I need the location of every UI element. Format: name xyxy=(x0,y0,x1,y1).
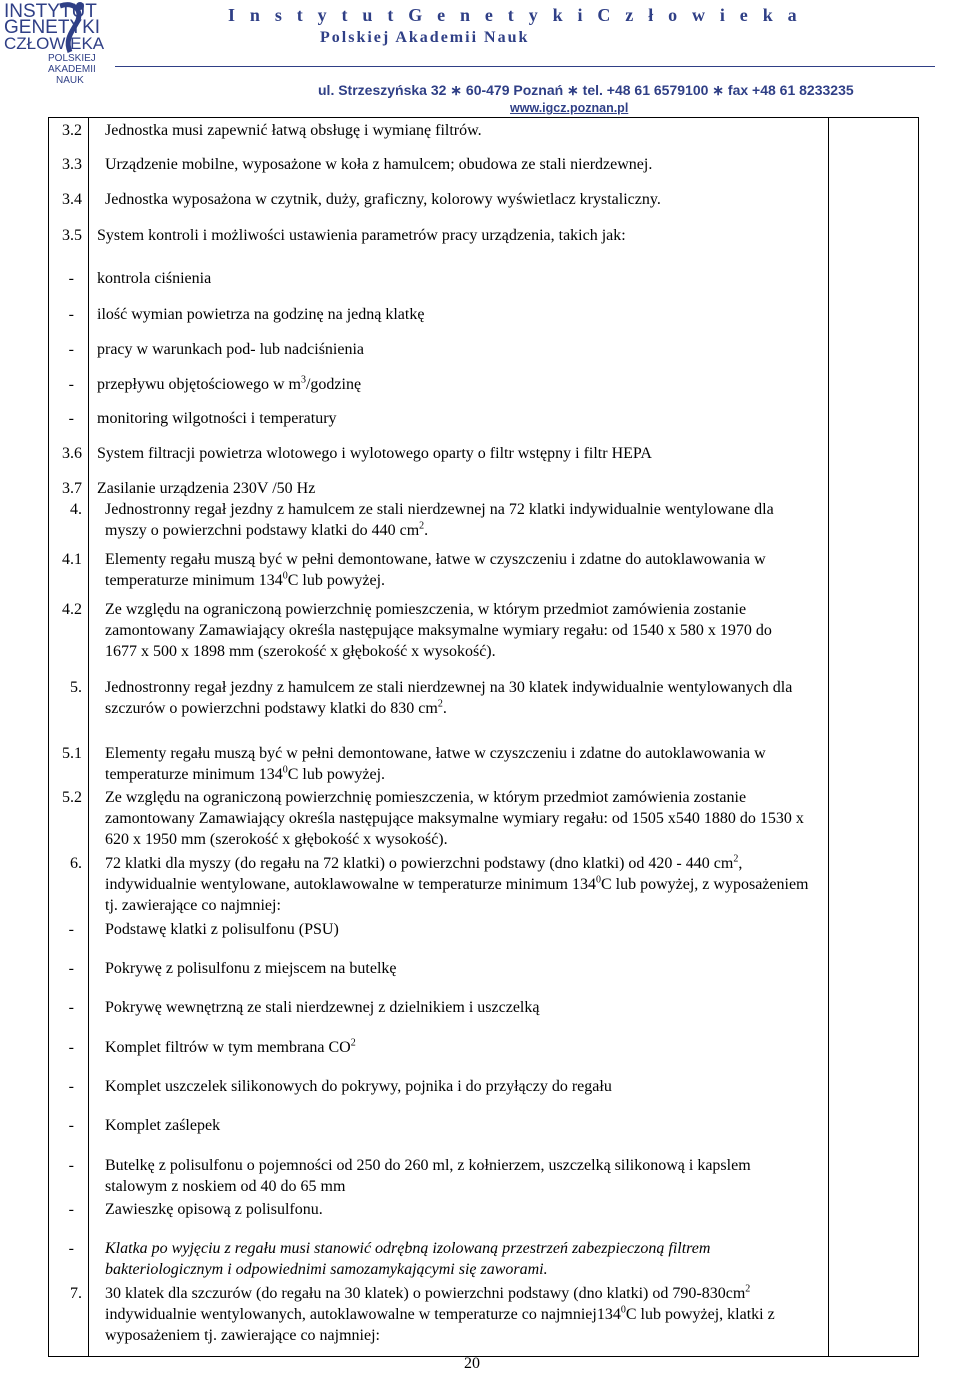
item-number: - xyxy=(68,1078,74,1095)
item-number: 3.7 xyxy=(62,480,82,497)
item-number: - xyxy=(68,1117,74,1134)
website-link[interactable]: www.igcz.poznan.pl xyxy=(510,101,629,115)
institute-logo xyxy=(0,0,105,95)
item-text-part: . xyxy=(442,700,447,717)
superscript: 0 xyxy=(282,764,288,776)
item-number: - xyxy=(68,1201,74,1218)
item-number: 7. xyxy=(70,1285,82,1302)
item-text-part: C lub powyżej, klatki z wyposażeniem tj. zawierające co najmniej: xyxy=(105,1306,775,1344)
institute-title: I n s t y t u t G e n e t y k i C z ł o w i e k a xyxy=(228,5,802,25)
item-text: pracy w warunkach pod- lub nadciśnienia xyxy=(97,341,365,358)
item-text: Komplet zaślepek xyxy=(105,1117,221,1134)
logo-line-3: CZŁOWIEKA xyxy=(4,34,105,53)
item-text-part: 72 klatki dla myszy (do regału na 72 klatki) o powierzchni podstawy (dno klatki) od 420 - 440 cm xyxy=(105,855,734,872)
item-number: - xyxy=(68,999,74,1016)
item-text xyxy=(105,743,795,785)
institute-subtitle: Polskiej Akademii Nauk xyxy=(320,29,530,46)
logo-line-2: GENETYKI xyxy=(4,17,101,38)
item-text-part: Elementy regału muszą być w pełni demontowane, łatwe w czyszczeniu i zdatne do autoklawowania w temperaturze minimum 134 xyxy=(105,745,766,783)
item-text: Urządzenie mobilne, wyposażone w koła z hamulcem; obudowa ze stali nierdzewnej. xyxy=(105,156,653,173)
item-text-part: . xyxy=(424,522,429,539)
item-number: - xyxy=(68,376,74,393)
logo-line-6: NAUK xyxy=(56,75,84,86)
item-text: Butelkę z polisulfonu o pojemności od 250 do 260 ml, z kołnierzem, uszczelką silikonową i kapslem stalowym z noskiem od 40 do 65 mm xyxy=(105,1157,751,1195)
item-text xyxy=(105,1037,820,1058)
logo-line-1: INSTYTUT xyxy=(4,1,97,22)
item-text: Ze względu na ograniczoną powierzchnię pomieszczenia, w którym przedmiot zamówienia zostanie zamontowany Zamawiający określa następujące maksymalne wymiary regału: od 1540 x 580 x 1970 do 1677 x 500 x 1898 mm (szerokość x głębokość x wysokość). xyxy=(105,601,772,660)
item-text-part: C lub powyżej. xyxy=(287,572,386,589)
table-col-divider-1 xyxy=(88,117,89,1357)
item-text-part: C lub powyżej, z wyposażeniem tj. zawierające co najmniej: xyxy=(105,876,809,914)
item-number: 3.2 xyxy=(62,122,82,139)
logo-line-5: AKADEMII xyxy=(48,64,96,75)
item-number: - xyxy=(68,1240,74,1257)
item-number: 3.4 xyxy=(62,191,82,208)
superscript: 2 xyxy=(437,698,443,710)
item-number: 3.3 xyxy=(62,156,82,173)
item-text: Pokrywę wewnętrzną ze stali nierdzewnej z dzielnikiem i uszczelką xyxy=(105,999,540,1016)
item-text-part: Elementy regału muszą być w pełni demontowane, łatwe w czyszczeniu i zdatne do autoklawowania w temperaturze minimum 134 xyxy=(105,551,766,589)
item-text: Podstawę klatki z polisulfonu (PSU) xyxy=(105,921,339,938)
item-text: Komplet uszczelek silikonowych do pokrywy, pojnika i do przyłączy do regału xyxy=(105,1078,612,1095)
item-text: Pokrywę z polisulfonu z miejscem na butelkę xyxy=(105,960,397,977)
table-row-rule xyxy=(48,117,918,118)
item-number: - xyxy=(68,1157,74,1174)
table-col-divider-2 xyxy=(828,117,829,1357)
item-text: kontrola ciśnienia xyxy=(97,270,212,287)
page-number: 20 xyxy=(464,1355,480,1372)
item-text xyxy=(105,549,795,591)
item-text-part: 30 klatek dla szczurów (do regału na 30 klatek) o powierzchni podstawy (dno klatki) od 790-830cm xyxy=(105,1285,746,1302)
item-number: - xyxy=(68,921,74,938)
table-border-right xyxy=(918,117,919,1357)
item-text: Zasilanie urządzenia 230V /50 Hz xyxy=(97,480,316,497)
item-text-part: Komplet filtrów w tym membrana CO xyxy=(105,1039,351,1056)
superscript: 3 xyxy=(300,374,306,386)
item-number: - xyxy=(68,306,74,323)
item-text-part: Jednostronny regał jezdny z hamulcem ze stali nierdzewnej na 72 klatki indywidualnie wentylowane dla myszy o powierzchni podstawy klatki do 440 cm xyxy=(105,501,774,539)
item-text: monitoring wilgotności i temperatury xyxy=(97,410,337,427)
item-text-part: Jednostronny regał jezdny z hamulcem ze stali nierdzewnej na 30 klatek indywidualnie wentylowanych dla szczurów o powierzchni podstawy klatki do 830 cm xyxy=(105,679,793,717)
item-text: System kontroli i możliwości ustawienia parametrów pracy urządzenia, takich jak: xyxy=(97,227,626,244)
item-text-part: C lub powyżej. xyxy=(287,766,386,783)
table-row-rule xyxy=(48,1356,918,1357)
item-number: 5.1 xyxy=(62,745,82,762)
item-text xyxy=(105,677,795,719)
item-number: 4.1 xyxy=(62,551,82,568)
superscript: 0 xyxy=(620,1304,626,1316)
item-text xyxy=(105,853,820,916)
item-text-part: , indywidualnie wentylowane, autoklawowalne w temperaturze minimum 134 xyxy=(105,855,743,893)
item-text: Jednostka musi zapewnić łatwą obsługę i wymianę filtrów. xyxy=(105,122,482,139)
header-rule xyxy=(115,66,935,67)
item-number: - xyxy=(68,960,74,977)
item-number: - xyxy=(68,1039,74,1056)
item-text xyxy=(105,499,795,541)
item-text xyxy=(97,374,812,395)
item-number: - xyxy=(68,341,74,358)
item-number: - xyxy=(68,410,74,427)
superscript: 2 xyxy=(419,520,425,532)
logo-line-4: POLSKIEJ xyxy=(48,53,96,64)
superscript: 0 xyxy=(595,874,601,886)
item-number: - xyxy=(68,270,74,287)
item-number: 3.5 xyxy=(62,227,82,244)
item-number: 4. xyxy=(70,501,82,518)
item-text: Ze względu na ograniczoną powierzchnię pomieszczenia, w którym przedmiot zamówienia zostanie zamontowany Zamawiający określa następujące maksymalne wymiary regału: od 1505 x540 1880 do 1530 x 620 x 1950 mm (szerokość x głębokość x wysokość). xyxy=(105,789,804,848)
item-number: 6. xyxy=(70,855,82,872)
item-number: 5.2 xyxy=(62,789,82,806)
superscript: 0 xyxy=(282,570,288,582)
item-text-part: /godzinę xyxy=(305,376,362,393)
item-text-part: przepływu objętościowego w m xyxy=(97,376,301,393)
item-number: 5. xyxy=(70,679,82,696)
superscript: 2 xyxy=(745,1283,751,1295)
item-number: 4.2 xyxy=(62,601,82,618)
superscript: 2 xyxy=(733,853,739,865)
item-text: Klatka po wyjęciu z regału musi stanowić odrębną izolowaną przestrzeń zabezpieczoną filtrem bakteriologicznym i odpowiednimi samozamykającymi się zaworami. xyxy=(105,1240,711,1278)
table-border-left xyxy=(48,117,49,1357)
item-text: ilość wymian powietrza na godzinę na jedną klatkę xyxy=(97,306,425,323)
item-text-part: indywidualnie wentylowanych, autoklawowalne w temperaturze co najmniej134 xyxy=(105,1306,621,1323)
item-text: System filtracji powietrza wlotowego i wylotowego oparty o filtr wstępny i filtr HEPA xyxy=(97,445,652,462)
item-number: 3.6 xyxy=(62,445,82,462)
institute-address: ul. Strzeszyńska 32 ∗ 60-479 Poznań ∗ tel. +48 61 6579100 ∗ fax +48 61 8233235 xyxy=(318,82,854,98)
item-text: Jednostka wyposażona w czytnik, duży, graficzny, kolorowy wyświetlacz krystaliczny. xyxy=(105,191,661,208)
item-text: Zawieszkę opisową z polisulfonu. xyxy=(105,1201,323,1218)
item-text xyxy=(105,1283,805,1346)
superscript: 2 xyxy=(350,1037,356,1049)
